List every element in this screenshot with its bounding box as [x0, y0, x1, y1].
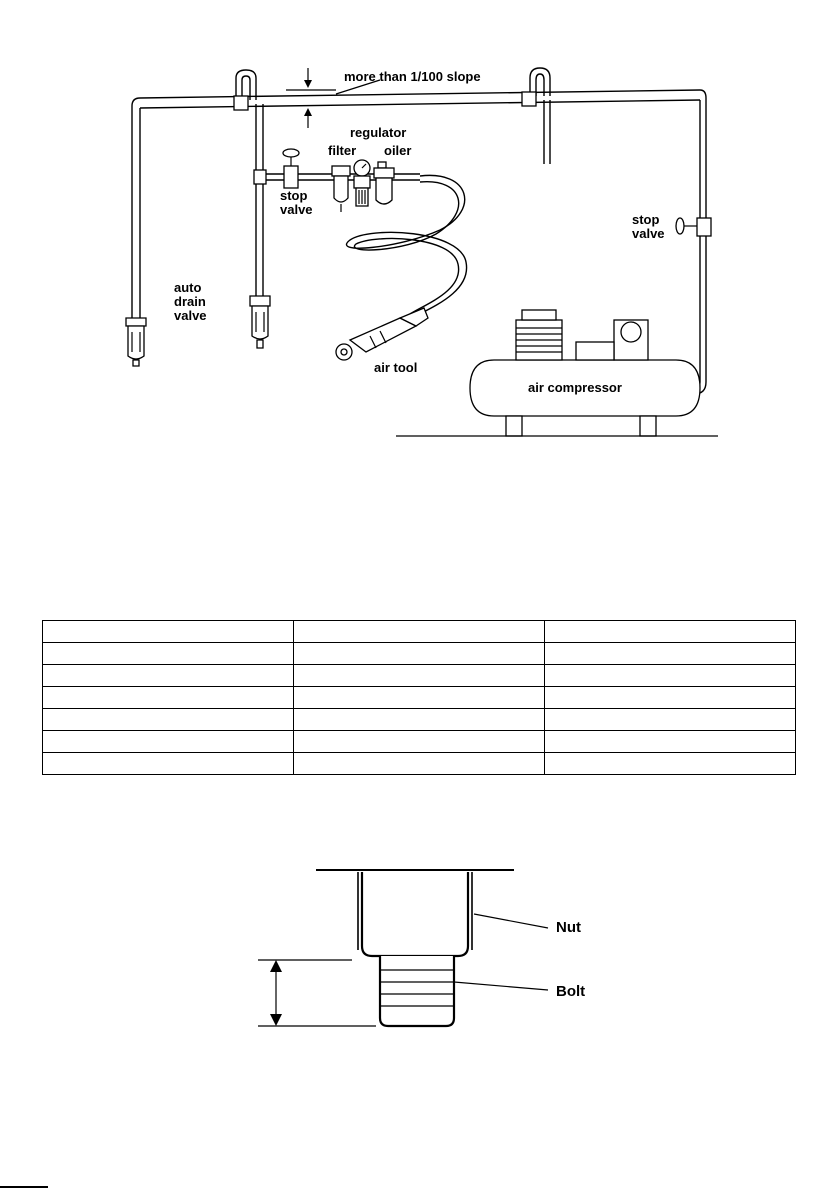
table-cell	[43, 643, 294, 665]
air-compressor	[470, 310, 700, 436]
stop-valve-right-label-2: valve	[632, 226, 665, 241]
spec-table	[42, 620, 796, 775]
table-cell	[294, 687, 545, 709]
nut-shape	[358, 872, 472, 956]
table-row	[43, 731, 796, 753]
table-cell	[43, 621, 294, 643]
bolt-label: Bolt	[556, 983, 586, 1000]
table-row	[43, 709, 796, 731]
table-cell	[545, 753, 796, 775]
filter-unit	[332, 166, 350, 212]
oiler-unit	[374, 162, 394, 204]
table-cell	[294, 665, 545, 687]
table-cell	[43, 709, 294, 731]
stop-valve-left-label-1: stop	[280, 188, 308, 203]
slope-label: more than 1/100 slope	[344, 69, 481, 84]
stop-valve-left	[283, 149, 299, 188]
air-system-diagram	[0, 0, 840, 460]
air-tool-label: air tool	[374, 360, 418, 375]
nut-bolt-diagram	[0, 850, 840, 1050]
auto-drain-label-1: auto	[174, 280, 202, 295]
nut-label: Nut	[556, 919, 581, 936]
table-cell	[43, 665, 294, 687]
table-cell	[294, 731, 545, 753]
auto-drain-valve-center	[250, 296, 270, 348]
auto-drain-label-2: drain	[174, 294, 206, 309]
table-cell	[294, 753, 545, 775]
auto-drain-label-3: valve	[174, 308, 207, 323]
table-cell	[294, 709, 545, 731]
regulator-label: regulator	[350, 125, 407, 140]
oiler-label: oiler	[384, 143, 412, 158]
auto-drain-valve-left	[126, 318, 146, 366]
table-cell	[545, 709, 796, 731]
stop-valve-left-label-2: valve	[280, 202, 313, 217]
table-row	[43, 665, 796, 687]
page-edge-mark	[0, 1186, 48, 1188]
table-cell	[43, 731, 294, 753]
stop-valve-right	[676, 218, 711, 236]
filter-label: filter	[328, 143, 357, 158]
table-cell	[545, 621, 796, 643]
table-cell	[294, 643, 545, 665]
table-cell	[43, 687, 294, 709]
stop-valve-right-label-1: stop	[632, 212, 660, 227]
table-row	[43, 753, 796, 775]
air-tool	[336, 308, 428, 360]
bolt-shape	[380, 956, 454, 1026]
table-cell	[545, 731, 796, 753]
air-compressor-label: air compressor	[528, 380, 622, 395]
table-row	[43, 621, 796, 643]
table-cell	[545, 643, 796, 665]
table-cell	[545, 687, 796, 709]
regulator-unit	[354, 160, 370, 206]
table-row	[43, 643, 796, 665]
table-cell	[43, 753, 294, 775]
table-cell	[294, 621, 545, 643]
table-cell	[545, 665, 796, 687]
table-row	[43, 687, 796, 709]
